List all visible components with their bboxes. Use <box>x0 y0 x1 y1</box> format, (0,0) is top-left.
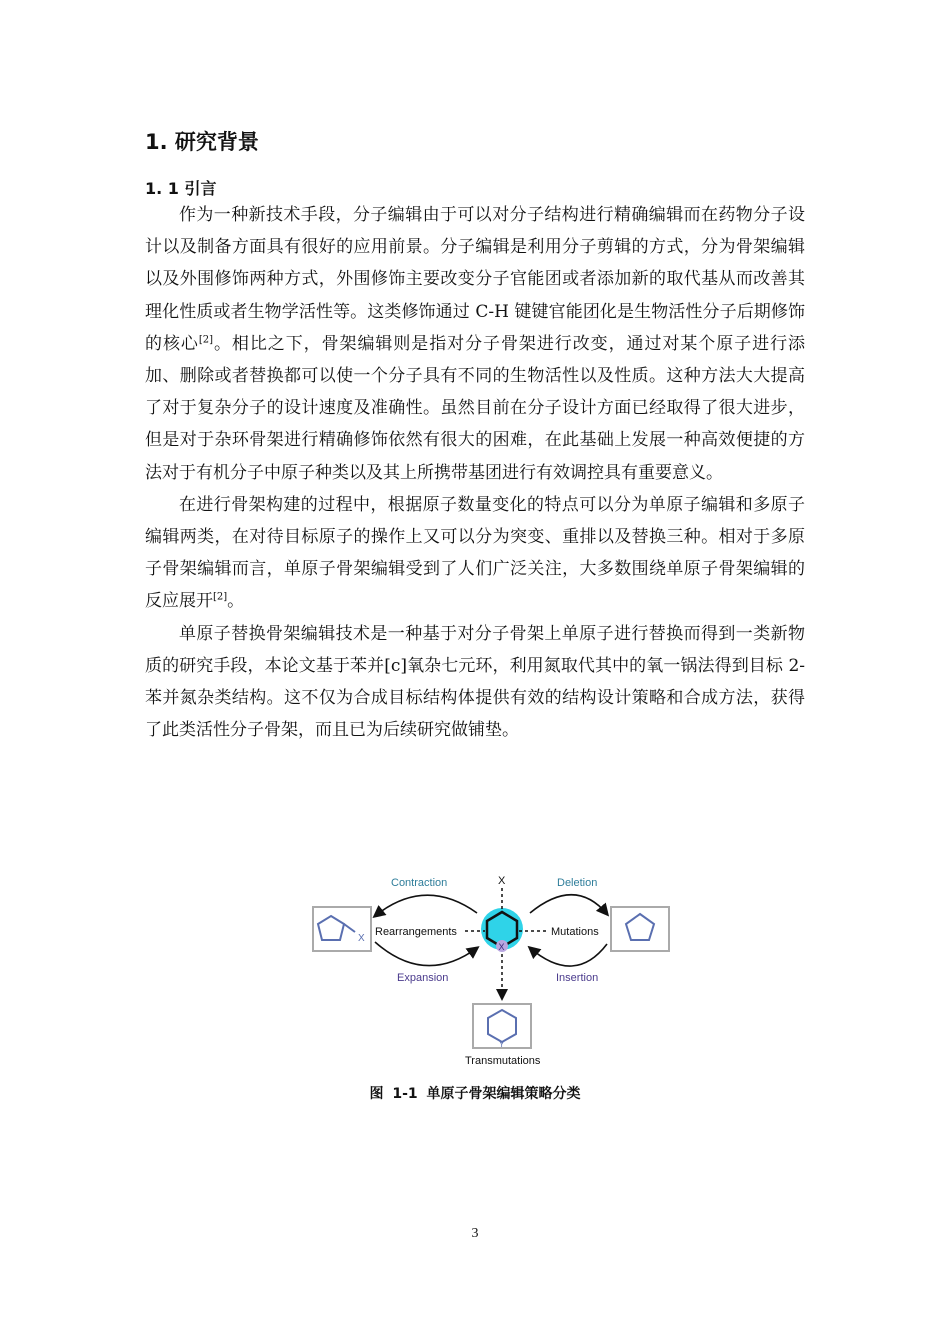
rearrangements-label: Rearrangements <box>375 926 457 938</box>
paragraph-1-text-b: 。相比之下，骨架编辑则是指对分子骨架进行改变，通过对某个原子进行添加、删除或者替换都可以使一个分子具有不同的生物活性以及性质。这种方法大大提高了对于复杂分子的设计速度及准确性。虽然目前在分子设计方面已经取得了很大进步，但是对于杂环骨架进行精确修饰依然有很大的困难，在此基础上发展一种高效便捷的方法对于有机分子中原子种类以及其上所携带基团进行有效调控具有重要意义。 <box>145 333 806 483</box>
contraction-arrow <box>375 895 477 916</box>
citation-ref[interactable]: [2] <box>198 334 213 346</box>
figure-diagram <box>305 866 680 1076</box>
paragraph-3: 单原子替换骨架编辑技术是一种基于对分子骨架上单原子进行替换而得到一类新物质的研究手段，本论文基于苯并[c]氧杂七元环，利用氮取代其中的氧一锅法得到目标 2-苯并氮杂类结构。这不仅为合成目标结构体提供有效的结构设计策略和合成方法，获得了此类活性分子骨架，而且已为后续研究做铺垫。 <box>145 623 805 741</box>
expansion-label: Expansion <box>397 972 449 984</box>
contraction-label: Contraction <box>391 877 448 889</box>
bottom-ring-y-label: Y <box>499 1040 505 1049</box>
paragraph-2 <box>145 489 805 618</box>
paragraph-1 <box>145 199 805 489</box>
section-title: 1. 研究背景 <box>145 130 259 154</box>
top-x-label: X <box>498 875 506 887</box>
citation-ref[interactable]: [2] <box>213 591 228 603</box>
page-number: 3 <box>471 1226 479 1241</box>
insertion-arrow <box>530 944 607 966</box>
caption-text: 单原子骨架编辑策略分类 <box>426 1086 581 1102</box>
left-ring-x-label: X <box>358 933 365 944</box>
body-text <box>145 199 805 746</box>
insertion-label: Insertion <box>556 972 599 984</box>
mutations-label: Mutations <box>551 926 599 938</box>
figure-caption <box>0 1083 950 1103</box>
paragraph-1-text-a: 作为一种新技术手段，分子编辑由于可以对分子结构进行精确编辑而在药物分子设计以及制备方面具有很好的应用前景。分子编辑是利用分子剪辑的方式，分为骨架编辑以及外围修饰两种方式，外围修饰主要改变分子官能团或者添加新的取代基从而改善其理化性质或者生物学活性等。这类修饰通过 C-H 键键官能团化是生物活性分子后期修饰的核心 <box>145 205 805 354</box>
caption-number: 1-1 <box>392 1086 418 1102</box>
figure-skeletal-editing <box>305 866 680 1076</box>
expansion-arrow <box>375 942 477 966</box>
deletion-arrow <box>530 895 607 914</box>
deletion-label: Deletion <box>557 877 598 889</box>
caption-prefix: 图 <box>369 1086 384 1102</box>
transmutations-label: Transmutations <box>465 1055 541 1067</box>
paragraph-2-text-a: 在进行骨架构建的过程中，根据原子数量变化的特点可以分为单原子编辑和多原子编辑两类，在对待目标原子的操作上又可以分为突变、重排以及替换三种。相对于多原子骨架编辑而言，单原子骨架编辑受到了人们广泛关注，大多数围绕单原子骨架编辑的反应展开 <box>145 494 805 612</box>
center-x-label: X <box>498 942 505 952</box>
paragraph-2-text-b: 。 <box>227 591 245 612</box>
subsection-title: 1. 1 引言 <box>145 179 217 198</box>
